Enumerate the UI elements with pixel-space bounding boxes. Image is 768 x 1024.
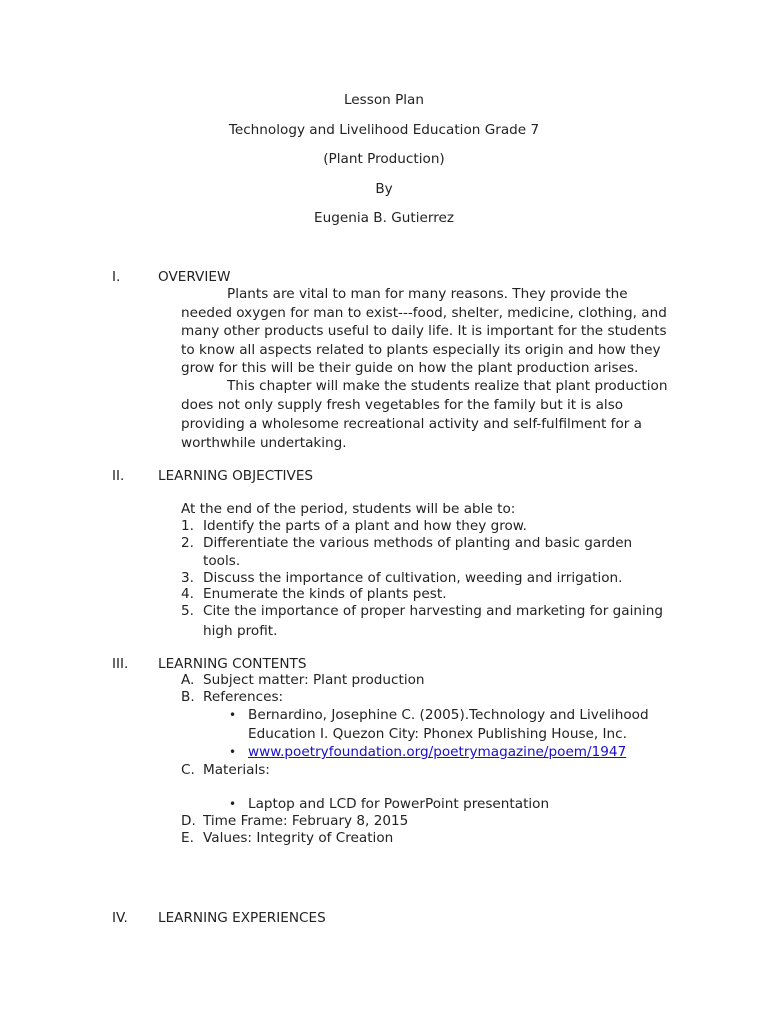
section-numeral-objectives: II.: [112, 468, 125, 484]
contents-item-letter: D.: [181, 813, 196, 829]
overview-paragraph-line: Plants are vital to man for many reasons. They provide the: [227, 286, 628, 302]
document-subject: Technology and Livelihood Education Grade 7: [228, 122, 540, 138]
overview-paragraph-line: grow for this will be their guide on how the plant production arises.: [181, 360, 639, 376]
objective-number: 5.: [181, 603, 194, 619]
section-numeral-experiences: IV.: [112, 910, 128, 926]
overview-paragraph-line: does not only supply fresh vegetables for the family but it is also: [181, 397, 624, 413]
references-label: References:: [203, 689, 284, 705]
overview-paragraph-line: This chapter will make the students realize that plant production: [227, 378, 668, 394]
contents-item-letter: B.: [181, 689, 195, 705]
reference-text: Bernardino, Josephine C. (2005).Technology and Livelihood: [248, 707, 649, 723]
objective-text: Cite the importance of proper harvesting and marketing for gaining: [203, 603, 664, 619]
objective-text: Identify the parts of a plant and how they grow.: [203, 518, 527, 534]
overview-paragraph-line: worthwhile undertaking.: [181, 435, 347, 451]
materials-label: Materials:: [203, 762, 270, 778]
subject-matter: Subject matter: Plant production: [203, 672, 425, 688]
time-frame: Time Frame: February 8, 2015: [203, 813, 409, 829]
contents-item-letter: A.: [181, 672, 195, 688]
material-item: Laptop and LCD for PowerPoint presentation: [248, 796, 550, 812]
contents-item-letter: E.: [181, 830, 194, 846]
overview-paragraph-line: providing a wholesome recreational activity and self-fulfilment for a: [181, 416, 642, 432]
values: Values: Integrity of Creation: [203, 830, 394, 846]
objective-text: Enumerate the kinds of plants pest.: [203, 586, 447, 602]
objective-number: 4.: [181, 586, 194, 602]
objective-text-continued: high profit.: [203, 623, 278, 639]
objective-number: 2.: [181, 535, 194, 551]
document-title: Lesson Plan: [343, 92, 425, 108]
document-topic: (Plant Production): [323, 151, 445, 167]
reference-text-continued: Education I. Quezon City: Phonex Publishing House, Inc.: [248, 726, 627, 742]
section-numeral-overview: I.: [112, 269, 121, 285]
section-heading-contents: LEARNING CONTENTS: [158, 656, 307, 672]
section-heading-objectives: LEARNING OBJECTIVES: [158, 468, 314, 484]
overview-paragraph-line: many other products useful to daily life. It is important for the students: [181, 323, 667, 339]
section-heading-experiences: LEARNING EXPERIENCES: [158, 910, 326, 926]
section-heading-overview: OVERVIEW: [158, 269, 231, 285]
overview-paragraph-line: needed oxygen for man to exist---food, shelter, medicine, clothing, and: [181, 305, 667, 321]
overview-paragraph-line: to know all aspects related to plants especially its origin and how they: [181, 342, 661, 358]
objective-number: 3.: [181, 570, 194, 586]
bullet-icon: •: [229, 745, 237, 759]
objective-text: Discuss the importance of cultivation, weeding and irrigation.: [203, 570, 623, 586]
reference-link[interactable]: www.poetryfoundation.org/poetrymagazine/poem/1947: [248, 744, 627, 760]
section-numeral-contents: III.: [112, 656, 129, 672]
objective-text-continued: tools.: [203, 553, 241, 569]
contents-item-letter: C.: [181, 762, 195, 778]
document-by-label: By: [375, 181, 393, 197]
objective-number: 1.: [181, 518, 194, 534]
bullet-icon: •: [229, 708, 237, 722]
objective-text: Differentiate the various methods of planting and basic garden: [203, 535, 633, 551]
document-author: Eugenia B. Gutierrez: [314, 210, 454, 226]
bullet-icon: •: [229, 797, 237, 811]
objectives-intro: At the end of the period, students will be able to:: [181, 501, 516, 517]
